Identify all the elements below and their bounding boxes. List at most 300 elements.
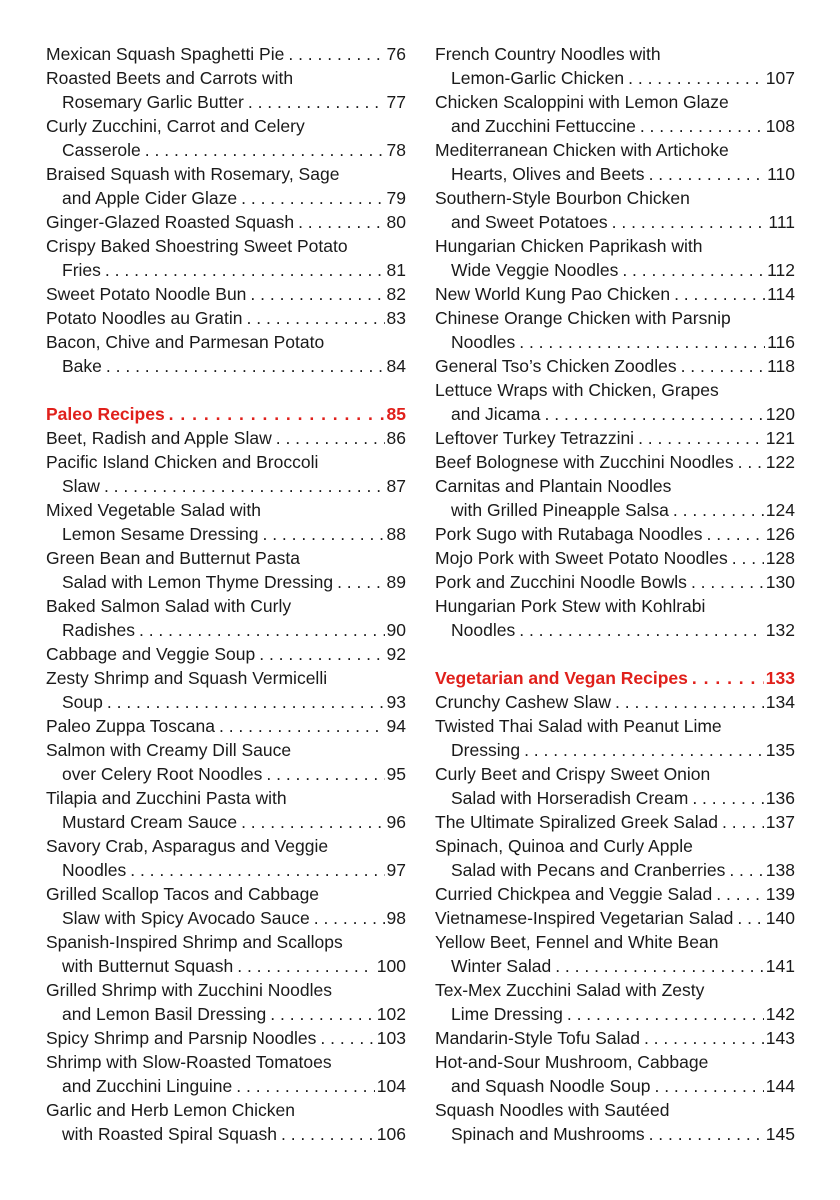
page-number: 103 xyxy=(376,1028,406,1048)
dot-leader xyxy=(102,354,385,378)
entry-leader-row xyxy=(435,738,795,762)
dot-leader xyxy=(103,690,385,714)
dot-leader xyxy=(618,258,765,282)
dot-leader xyxy=(636,114,764,138)
entry-leader-row xyxy=(435,618,795,642)
toc-entry[interactable] xyxy=(46,882,406,930)
page-number: 134 xyxy=(765,692,795,712)
toc-entry[interactable] xyxy=(46,114,406,162)
dot-leader xyxy=(246,282,384,306)
entry-title: Spicy Shrimp and Parsnip Noodles xyxy=(46,1028,317,1048)
toc-entry[interactable] xyxy=(46,786,406,834)
toc-entry[interactable] xyxy=(435,1026,795,1050)
entry-title: and Zucchini Fettuccine xyxy=(451,116,636,136)
entry-leader-row xyxy=(46,258,406,282)
entry-leader-row xyxy=(435,282,795,306)
entry-title: Noodles xyxy=(62,860,127,880)
toc-entry[interactable] xyxy=(435,906,795,930)
entry-leader-row xyxy=(46,186,406,210)
dot-leader xyxy=(272,426,385,450)
entry-title: Tex-Mex Zucchini Salad with Zesty xyxy=(435,980,705,1000)
toc-entry[interactable] xyxy=(435,594,795,642)
toc-entry[interactable] xyxy=(46,1026,406,1050)
entry-leader-row xyxy=(46,642,406,666)
entry-title: Mediterranean Chicken with Artichoke xyxy=(435,140,729,160)
entry-leader-row xyxy=(435,666,795,690)
entry-title: Hearts, Olives and Beets xyxy=(451,164,645,184)
page-number: 81 xyxy=(386,260,406,280)
page-number: 96 xyxy=(386,812,406,832)
page-number: 104 xyxy=(376,1076,406,1096)
entry-title: Spinach and Mushrooms xyxy=(451,1124,645,1144)
page-number: 86 xyxy=(386,428,406,448)
toc-entry[interactable] xyxy=(435,186,795,234)
toc-entry[interactable] xyxy=(46,306,406,330)
entry-leader-row xyxy=(435,882,795,906)
page-number: 120 xyxy=(765,404,795,424)
toc-entry[interactable] xyxy=(46,594,406,642)
entry-title: Lemon Sesame Dressing xyxy=(62,524,259,544)
toc-entry[interactable] xyxy=(435,978,795,1026)
toc-entry[interactable] xyxy=(46,330,406,378)
entry-title: Hot-and-Sour Mushroom, Cabbage xyxy=(435,1052,709,1072)
dot-leader xyxy=(563,1002,764,1026)
page-number: 98 xyxy=(386,908,406,928)
dot-leader xyxy=(237,186,384,210)
toc-entry[interactable] xyxy=(46,282,406,306)
entry-leader-row xyxy=(435,786,795,810)
page-number: 111 xyxy=(768,212,795,232)
dot-leader xyxy=(266,1002,375,1026)
page-number: 76 xyxy=(386,44,406,64)
entry-title: Salad with Horseradish Cream xyxy=(451,788,689,808)
entry-leader-row xyxy=(46,138,406,162)
dot-leader xyxy=(677,354,766,378)
entry-leader-row xyxy=(435,210,795,234)
dot-leader xyxy=(669,498,764,522)
dot-leader xyxy=(126,858,384,882)
dot-leader xyxy=(515,618,764,642)
toc-entry[interactable] xyxy=(46,666,406,714)
entry-title: Lemon-Garlic Chicken xyxy=(451,68,625,88)
page-number: 83 xyxy=(386,308,406,328)
entry-title: Noodles xyxy=(451,332,516,352)
entry-leader-row xyxy=(46,1122,406,1146)
entry-title: Winter Salad xyxy=(451,956,552,976)
entry-leader-row xyxy=(435,858,795,882)
entry-title: Fries xyxy=(62,260,101,280)
entry-title: Crunchy Cashew Slaw xyxy=(435,692,612,712)
entry-leader-row xyxy=(46,714,406,738)
entry-title: Mixed Vegetable Salad with xyxy=(46,500,261,520)
entry-title: Potato Noodles au Gratin xyxy=(46,308,243,328)
entry-leader-row xyxy=(46,858,406,882)
entry-title: Grilled Scallop Tacos and Cabbage xyxy=(46,884,320,904)
dot-leader xyxy=(515,330,765,354)
toc-entry[interactable] xyxy=(435,714,795,762)
entry-leader-row xyxy=(435,546,795,570)
entry-title: Salmon with Creamy Dill Sauce xyxy=(46,740,292,760)
page-number: 126 xyxy=(765,524,795,544)
entry-leader-row xyxy=(46,522,406,546)
entry-title: and Sweet Potatoes xyxy=(451,212,608,232)
contents-column-right xyxy=(435,42,795,1146)
entry-leader-row xyxy=(435,1074,795,1098)
toc-entry[interactable] xyxy=(435,522,795,546)
page-number: 118 xyxy=(767,356,795,376)
dot-leader xyxy=(215,714,385,738)
section-heading[interactable] xyxy=(435,666,795,690)
entry-title: Spanish-Inspired Shrimp and Scallops xyxy=(46,932,343,952)
entry-leader-row xyxy=(46,690,406,714)
entry-leader-row xyxy=(46,282,406,306)
page-number: 139 xyxy=(765,884,795,904)
entry-title: Mexican Squash Spaghetti Pie xyxy=(46,44,285,64)
page-number: 102 xyxy=(376,1004,406,1024)
toc-entry[interactable] xyxy=(435,426,795,450)
contents-column-left xyxy=(46,42,406,1146)
page-number: 95 xyxy=(386,764,406,784)
entry-leader-row xyxy=(46,906,406,930)
entry-title: Lettuce Wraps with Chicken, Grapes xyxy=(435,380,719,400)
dot-leader xyxy=(244,90,385,114)
dot-leader xyxy=(258,522,384,546)
dot-leader xyxy=(688,666,764,690)
dot-leader xyxy=(670,282,765,306)
entry-title: Green Bean and Butternut Pasta xyxy=(46,548,300,568)
page-number: 143 xyxy=(765,1028,795,1048)
dot-leader xyxy=(277,1122,375,1146)
entry-title: Chinese Orange Chicken with Parsnip xyxy=(435,308,731,328)
entry-leader-row xyxy=(46,762,406,786)
entry-title: and Zucchini Linguine xyxy=(62,1076,233,1096)
entry-title: with Grilled Pineapple Salsa xyxy=(451,500,669,520)
entry-title: Paleo Zuppa Toscana xyxy=(46,716,215,736)
dot-leader xyxy=(733,906,763,930)
dot-leader xyxy=(255,642,384,666)
entry-title: Curly Beet and Crispy Sweet Onion xyxy=(435,764,711,784)
toc-entry[interactable] xyxy=(46,930,406,978)
entry-leader-row xyxy=(435,66,795,90)
entry-title: Grilled Shrimp with Zucchini Noodles xyxy=(46,980,332,1000)
page-number: 110 xyxy=(767,164,795,184)
entry-title: Wide Veggie Noodles xyxy=(451,260,619,280)
page-number: 135 xyxy=(765,740,795,760)
entry-title: Baked Salmon Salad with Curly xyxy=(46,596,292,616)
page-number: 89 xyxy=(386,572,406,592)
page-number: 132 xyxy=(765,620,795,640)
entry-title: The Ultimate Spiralized Greek Salad xyxy=(435,812,719,832)
page-number: 128 xyxy=(765,548,795,568)
page-number: 121 xyxy=(765,428,795,448)
entry-leader-row xyxy=(435,690,795,714)
toc-entry[interactable] xyxy=(46,738,406,786)
entry-title: Salad with Pecans and Cranberries xyxy=(451,860,726,880)
entry-title: Casserole xyxy=(62,140,141,160)
dot-leader xyxy=(551,954,764,978)
dot-leader xyxy=(725,858,763,882)
page-number: 90 xyxy=(386,620,406,640)
dot-leader xyxy=(718,810,764,834)
toc-entry[interactable] xyxy=(46,978,406,1026)
toc-entry[interactable] xyxy=(435,762,795,810)
entry-title: Bacon, Chive and Parmesan Potato xyxy=(46,332,325,352)
page-number: 84 xyxy=(386,356,406,376)
entry-leader-row xyxy=(435,354,795,378)
entry-leader-row xyxy=(435,330,795,354)
toc-entry[interactable] xyxy=(46,834,406,882)
dot-leader xyxy=(734,450,764,474)
entry-title: Noodles xyxy=(451,620,516,640)
dot-leader xyxy=(634,426,764,450)
entry-leader-row xyxy=(46,810,406,834)
toc-entry[interactable] xyxy=(46,162,406,210)
dot-leader xyxy=(520,738,764,762)
entry-title: Paleo Recipes xyxy=(46,404,165,424)
dot-leader xyxy=(650,1074,763,1098)
toc-entry[interactable] xyxy=(46,42,406,66)
entry-leader-row xyxy=(46,954,406,978)
page-number: 122 xyxy=(765,452,795,472)
entry-title: Spinach, Quinoa and Curly Apple xyxy=(435,836,693,856)
entry-title: Pork and Zucchini Noodle Bowls xyxy=(435,572,687,592)
toc-entry[interactable] xyxy=(435,834,795,882)
entry-title: Rosemary Garlic Butter xyxy=(62,92,244,112)
page-number: 108 xyxy=(765,116,795,136)
toc-entry[interactable] xyxy=(435,930,795,978)
entry-leader-row xyxy=(435,426,795,450)
entry-title: Twisted Thai Salad with Peanut Lime xyxy=(435,716,722,736)
entry-title: Pacific Island Chicken and Broccoli xyxy=(46,452,319,472)
entry-leader-row xyxy=(435,1122,795,1146)
dot-leader xyxy=(284,42,384,66)
page-number: 79 xyxy=(386,188,406,208)
entry-title: Vietnamese-Inspired Vegetarian Salad xyxy=(435,908,734,928)
page-number: 142 xyxy=(765,1004,795,1024)
entry-title: and Apple Cider Glaze xyxy=(62,188,238,208)
entry-title: Curly Zucchini, Carrot and Celery xyxy=(46,116,305,136)
entry-leader-row xyxy=(435,258,795,282)
page-number: 114 xyxy=(767,284,795,304)
entry-title: Tilapia and Zucchini Pasta with xyxy=(46,788,287,808)
toc-entry[interactable] xyxy=(46,66,406,114)
entry-leader-row xyxy=(435,522,795,546)
entry-leader-row xyxy=(435,570,795,594)
dot-leader xyxy=(233,954,375,978)
entry-title: Mustard Cream Sauce xyxy=(62,812,238,832)
dot-leader xyxy=(640,1026,764,1050)
page-number: 82 xyxy=(386,284,406,304)
dot-leader xyxy=(165,402,385,426)
entry-title: Hungarian Pork Stew with Kohlrabi xyxy=(435,596,706,616)
page-number: 80 xyxy=(386,212,406,232)
entry-title: Southern-Style Bourbon Chicken xyxy=(435,188,690,208)
entry-title: Mandarin-Style Tofu Salad xyxy=(435,1028,640,1048)
dot-leader xyxy=(333,570,384,594)
entry-leader-row xyxy=(435,1002,795,1026)
entry-title: New World Kung Pao Chicken xyxy=(435,284,671,304)
page-number: 136 xyxy=(765,788,795,808)
dot-leader xyxy=(316,1026,374,1050)
page-number: 112 xyxy=(767,260,795,280)
dot-leader xyxy=(645,162,766,186)
entry-title: Shrimp with Slow-Roasted Tomatoes xyxy=(46,1052,332,1072)
entry-leader-row xyxy=(46,1026,406,1050)
dot-leader xyxy=(232,1074,375,1098)
entry-title: Dressing xyxy=(451,740,521,760)
entry-leader-row xyxy=(46,474,406,498)
entry-leader-row xyxy=(46,306,406,330)
page-number: 77 xyxy=(386,92,406,112)
toc-entry[interactable] xyxy=(435,882,795,906)
entry-title: Leftover Turkey Tetrazzini xyxy=(435,428,635,448)
page-number: 124 xyxy=(765,500,795,520)
page-number: 116 xyxy=(767,332,795,352)
page-number: 87 xyxy=(386,476,406,496)
toc-entry[interactable] xyxy=(435,354,795,378)
page-number: 92 xyxy=(386,644,406,664)
entry-leader-row xyxy=(46,354,406,378)
toc-entry[interactable] xyxy=(46,642,406,666)
page-number: 141 xyxy=(765,956,795,976)
entry-title: Curried Chickpea and Veggie Salad xyxy=(435,884,713,904)
entry-leader-row xyxy=(435,954,795,978)
page-number: 88 xyxy=(386,524,406,544)
toc-entry[interactable] xyxy=(46,546,406,594)
page-number: 133 xyxy=(765,668,795,688)
toc-entry[interactable] xyxy=(46,210,406,234)
entry-leader-row xyxy=(46,90,406,114)
entry-leader-row xyxy=(46,618,406,642)
toc-entry[interactable] xyxy=(435,1098,795,1146)
entry-title: Roasted Beets and Carrots with xyxy=(46,68,294,88)
entry-leader-row xyxy=(435,402,795,426)
entry-title: Soup xyxy=(62,692,103,712)
page-number: 144 xyxy=(765,1076,795,1096)
entry-title: Chicken Scaloppini with Lemon Glaze xyxy=(435,92,729,112)
dot-leader xyxy=(135,618,385,642)
entry-title: over Celery Root Noodles xyxy=(62,764,263,784)
entry-title: Carnitas and Plantain Noodles xyxy=(435,476,672,496)
dot-leader xyxy=(237,810,384,834)
section-heading[interactable] xyxy=(46,402,406,426)
page-number: 107 xyxy=(765,68,795,88)
dot-leader xyxy=(687,570,764,594)
page-number: 100 xyxy=(376,956,406,976)
entry-leader-row xyxy=(435,162,795,186)
entry-title: Vegetarian and Vegan Recipes xyxy=(435,668,688,688)
page-number: 85 xyxy=(386,404,406,424)
dot-leader xyxy=(243,306,385,330)
toc-entry[interactable] xyxy=(435,282,795,306)
toc-entry[interactable] xyxy=(435,474,795,522)
entry-leader-row xyxy=(46,402,406,426)
dot-leader xyxy=(141,138,385,162)
page-number: 78 xyxy=(386,140,406,160)
entry-title: Slaw xyxy=(62,476,100,496)
toc-entry[interactable] xyxy=(435,234,795,282)
entry-leader-row xyxy=(435,906,795,930)
entry-leader-row xyxy=(435,498,795,522)
entry-leader-row xyxy=(46,42,406,66)
toc-entry[interactable] xyxy=(435,138,795,186)
entry-title: Braised Squash with Rosemary, Sage xyxy=(46,164,340,184)
toc-entry[interactable] xyxy=(435,306,795,354)
toc-entry[interactable] xyxy=(46,426,406,450)
entry-leader-row xyxy=(46,426,406,450)
toc-entry[interactable] xyxy=(435,1050,795,1098)
toc-entry[interactable] xyxy=(435,570,795,594)
toc-entry[interactable] xyxy=(435,546,795,570)
page-number: 138 xyxy=(765,860,795,880)
page-number: 97 xyxy=(386,860,406,880)
entry-leader-row xyxy=(46,1074,406,1098)
entry-leader-row xyxy=(46,210,406,234)
entry-title: and Lemon Basil Dressing xyxy=(62,1004,267,1024)
dot-leader xyxy=(541,402,764,426)
entry-title: General Tso’s Chicken Zoodles xyxy=(435,356,677,376)
toc-entry[interactable] xyxy=(46,498,406,546)
entry-title: Sweet Potato Noodle Bun xyxy=(46,284,247,304)
dot-leader xyxy=(645,1122,764,1146)
dot-leader xyxy=(100,474,385,498)
page-number: 130 xyxy=(765,572,795,592)
entry-title: Crispy Baked Shoestring Sweet Potato xyxy=(46,236,348,256)
toc-entry[interactable] xyxy=(46,234,406,282)
entry-title: Hungarian Chicken Paprikash with xyxy=(435,236,703,256)
page-number: 137 xyxy=(765,812,795,832)
toc-entry[interactable] xyxy=(435,42,795,90)
toc-entry[interactable] xyxy=(435,810,795,834)
dot-leader xyxy=(728,546,764,570)
toc-entry[interactable] xyxy=(435,378,795,426)
toc-entry[interactable] xyxy=(435,450,795,474)
dot-leader xyxy=(310,906,385,930)
entry-title: Beef Bolognese with Zucchini Noodles xyxy=(435,452,734,472)
entry-leader-row xyxy=(435,810,795,834)
toc-entry[interactable] xyxy=(46,1050,406,1098)
toc-entry[interactable] xyxy=(46,1098,406,1146)
page-number: 140 xyxy=(765,908,795,928)
entry-title: Yellow Beet, Fennel and White Bean xyxy=(435,932,719,952)
toc-entry[interactable] xyxy=(46,450,406,498)
entry-title: French Country Noodles with xyxy=(435,44,661,64)
entry-title: Slaw with Spicy Avocado Sauce xyxy=(62,908,310,928)
toc-entry[interactable] xyxy=(46,714,406,738)
entry-title: and Squash Noodle Soup xyxy=(451,1076,651,1096)
page-number: 93 xyxy=(386,692,406,712)
entry-leader-row xyxy=(46,570,406,594)
dot-leader xyxy=(712,882,764,906)
entry-title: with Butternut Squash xyxy=(62,956,234,976)
entry-title: Bake xyxy=(62,356,102,376)
toc-entry[interactable] xyxy=(435,90,795,138)
dot-leader xyxy=(608,210,767,234)
page-number: 145 xyxy=(765,1124,795,1144)
entry-title: Beet, Radish and Apple Slaw xyxy=(46,428,272,448)
entry-leader-row xyxy=(435,450,795,474)
entry-title: Squash Noodles with Sautéed xyxy=(435,1100,670,1120)
entry-title: Lime Dressing xyxy=(451,1004,563,1024)
dot-leader xyxy=(624,66,764,90)
toc-entry[interactable] xyxy=(435,690,795,714)
entry-title: Zesty Shrimp and Squash Vermicelli xyxy=(46,668,328,688)
entry-title: Radishes xyxy=(62,620,135,640)
entry-leader-row xyxy=(435,114,795,138)
dot-leader xyxy=(294,210,384,234)
entry-title: Salad with Lemon Thyme Dressing xyxy=(62,572,334,592)
entry-leader-row xyxy=(435,1026,795,1050)
